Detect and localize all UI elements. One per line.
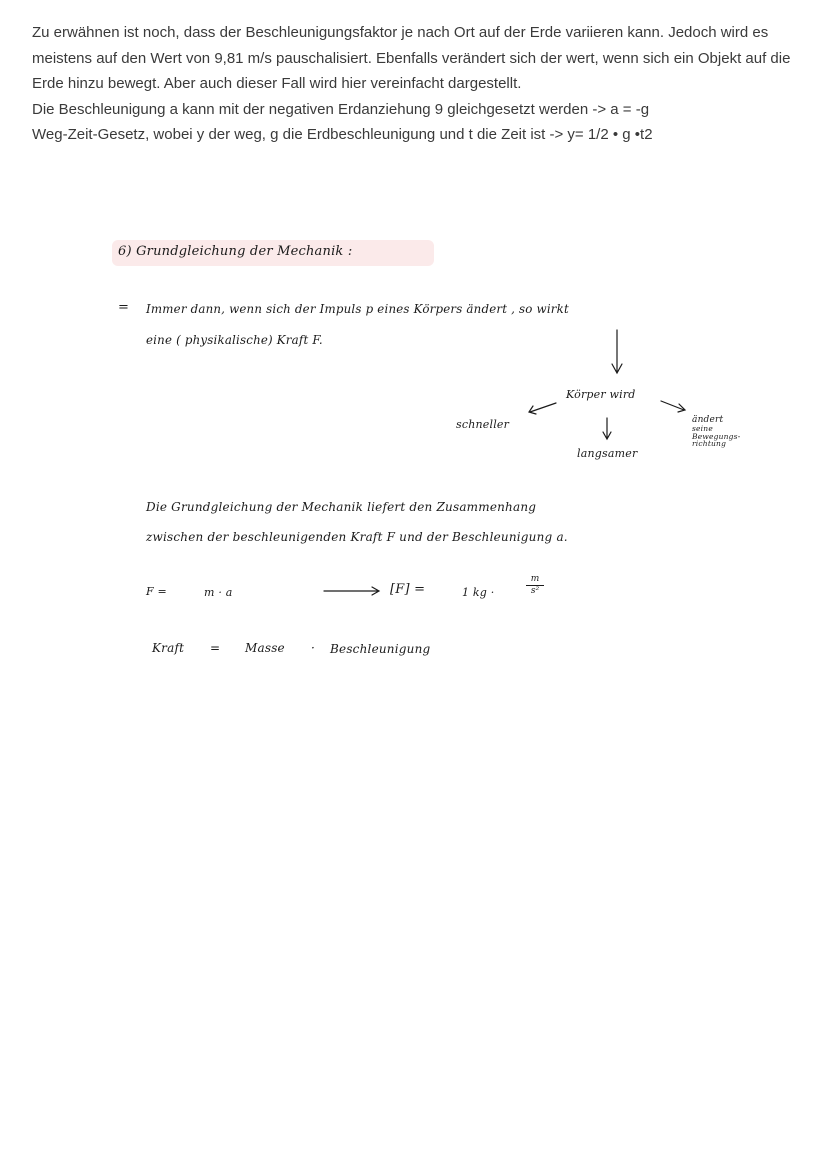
word-masse: Masse [245, 641, 285, 655]
relation-line-1: Die Grundgleichung der Mechanik liefert den Zusammenhang [146, 500, 537, 514]
label-langsamer: langsamer [577, 447, 638, 460]
formula-unit-lhs: [F] = [390, 582, 426, 597]
label-aendert-line-1: ändert [692, 415, 724, 425]
arrow-left-schneller-icon [529, 403, 556, 414]
typed-paragraph-2: Die Beschleunigung a kann mit der negativen Erdanziehung 9 gleichgesetzt werden -> a = -g [32, 100, 650, 118]
arrow-right-aendert-icon [661, 401, 685, 412]
bullet-marker: = [118, 300, 130, 315]
section-heading: 6) Grundgleichung der Mechanik : [118, 244, 353, 259]
word-beschleunigung: Beschleunigung [330, 642, 431, 656]
word-kraft: Kraft [152, 641, 185, 655]
formula-rhs: m · a [204, 586, 233, 599]
arrow-down-main-icon [612, 330, 622, 373]
arrow-formula-icon [324, 587, 379, 595]
label-schneller: schneller [456, 418, 510, 431]
unit-numerator: m [530, 574, 540, 584]
typed-paragraph-3: Weg-Zeit-Gesetz, wobei y der weg, g die Erdbeschleunigung und t die Zeit ist -> y= 1/2 • g •t2 [32, 126, 653, 143]
label-aendert-line-4: richtung [692, 439, 727, 448]
formula-unit-rhs: 1 kg · [462, 586, 495, 599]
word-equals: = [210, 641, 221, 655]
label-aendert-line-2: seine [692, 424, 713, 433]
formula-lhs: F = [146, 585, 167, 598]
typed-paragraph-1: Zu erwähnen ist noch, dass der Beschleunigungsfaktor je nach Ort auf der Erde variieren kann. Jedoch wird es meistens auf den Wert von 9,81 m/s pauschalisiert. Ebenfalls verändert sich der wert, wenn sich ein Objekt auf die Erde hinzu bewegt. Aber auch dieser Fall wird hier vereinfacht dargestellt. [32, 24, 791, 92]
definition-line-2: eine ( physikalische) Kraft F. [146, 333, 323, 347]
label-aendert-line-3: Bewegungs- [692, 431, 741, 441]
definition-line-1: Immer dann, wenn sich der Impuls p eines Körpers ändert , so wirkt [146, 302, 569, 316]
relation-line-2: zwischen der beschleunigenden Kraft F und der Beschleunigung a. [146, 530, 568, 544]
word-dot: · [311, 641, 316, 655]
unit-denominator: s² [530, 586, 540, 596]
arrow-down-langsamer-icon [603, 418, 611, 439]
label-koerper-wird: Körper wird [566, 388, 636, 401]
